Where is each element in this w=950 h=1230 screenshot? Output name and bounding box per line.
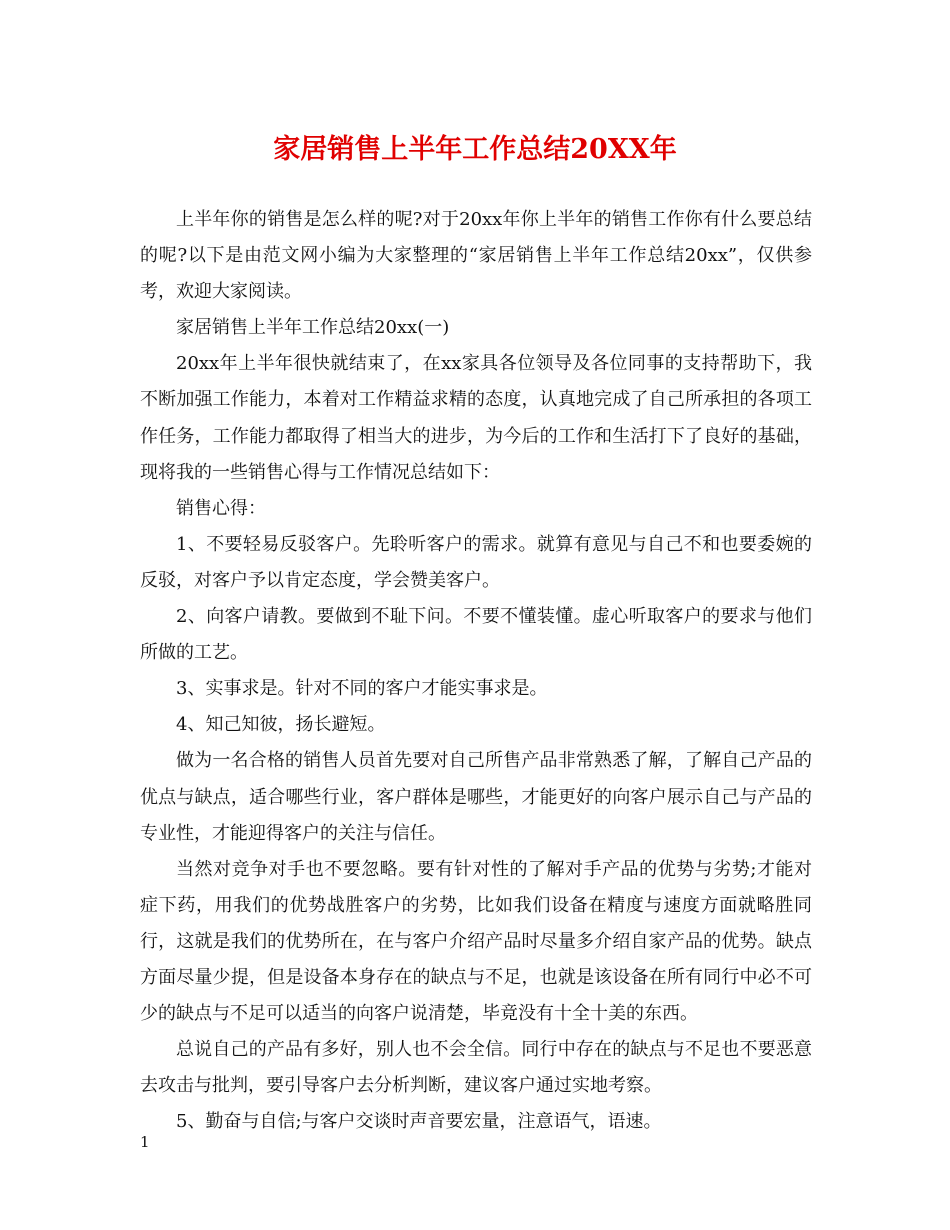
paragraph-intro: 上半年你的销售是怎么样的呢?对于20xx年你上半年的销售工作你有什么要总结的呢?以下是由范文网小编为大家整理的“家居销售上半年工作总结20xx”，仅供参考，欢迎大家阅读。 [140,209,812,303]
paragraph-honesty: 总说自己的产品有多好，别人也不会全信。同行中存在的缺点与不足也不要恶意去攻击与批判，要引导客户去分析判断，建议客户通过实地考察。 [140,1039,812,1097]
paragraph-opening: 20xx年上半年很快就结束了，在xx家具各位领导及各位同事的支持帮助下，我不断加强工作能力，本着对工作精益求精的态度，认真地完成了自己所承担的各项工作任务，工作能力都取得了相当大的进步，为今后的工作和生活打下了良好的基础，现将我的一些销售心得与工作情况总结如下： [140,353,812,483]
paragraph-item-4: 4、知己知彼，扬长避短。 [176,714,386,736]
paragraph-item-2: 2、向客户请教。要做到不耻下问。不要不懂装懂。虚心听取客户的要求与他们所做的工艺。 [140,606,812,664]
paragraph-item-1: 1、不要轻易反驳客户。先聆听客户的需求。就算有意见与自己不和也要委婉的反驳，对客户予以肯定态度，学会赞美客户。 [140,533,812,591]
paragraph-subtitle: 家居销售上半年工作总结20xx(一) [176,317,450,339]
paragraph-item-3: 3、实事求是。针对不同的客户才能实事求是。 [176,678,548,700]
paragraph-section-heading: 销售心得： [176,497,266,519]
document-body [140,202,812,1140]
paragraph-product-knowledge: 做为一名合格的销售人员首先要对自己所售产品非常熟悉了解，了解自己产品的优点与缺点，适合哪些行业，客户群体是哪些，才能更好的向客户展示自己与产品的专业性，才能迎得客户的关注与信任。 [140,750,812,844]
paragraph-competition: 当然对竞争对手也不要忽略。要有针对性的了解对手产品的优势与劣势;才能对症下药，用我们的优势战胜客户的劣势，比如我们设备在精度与速度方面就略胜同行，这就是我们的优势所在，在与客户介绍产品时尽量多介绍自家产品的优势。缺点方面尽量少提，但是设备本身存在的缺点与不足，也就是该设备在所有同行中必不可少的缺点与不足可以适当的向客户说清楚，毕竟没有十全十美的东西。 [140,858,812,1025]
page-number: 1 [140,1133,150,1151]
paragraph-item-5: 5、勤奋与自信;与客户交谈时声音要宏量，注意语气，语速。 [176,1111,662,1133]
document-title: 家居销售上半年工作总结20XX年 [273,134,677,165]
